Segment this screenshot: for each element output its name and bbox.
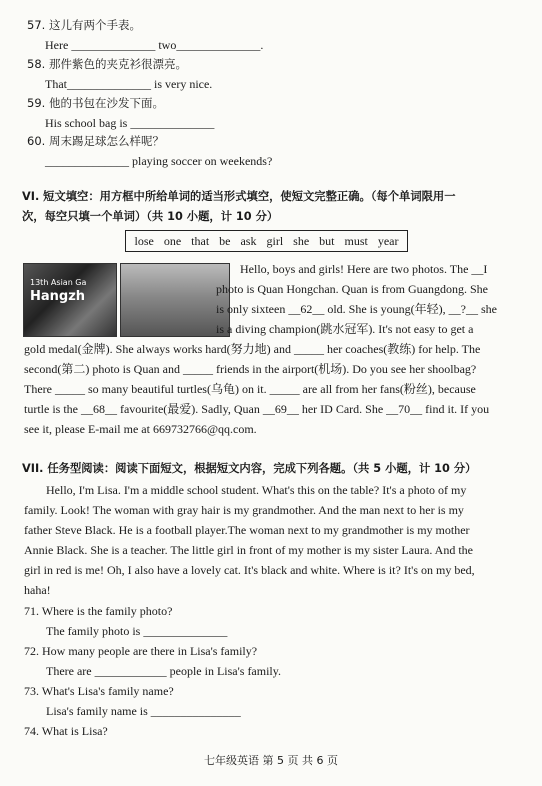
q73-question: 73. What's Lisa's family name? — [24, 684, 174, 698]
word-bank-item: that — [191, 233, 210, 248]
q57-chinese: 57. 这儿有两个手表。 — [27, 18, 141, 32]
passage6-line: Hello, boys and girls! Here are two photos. The __I — [240, 262, 488, 276]
q74-question: 74. What is Lisa? — [24, 724, 108, 738]
q60-chinese: 60. 周末踢足球怎么样呢？ — [27, 134, 164, 148]
passage6-line: see it, please E-mail me at 669732766@qq.com. — [24, 422, 257, 436]
passage6-line: is only sixteen __62__ old. She is young(年轻), __?__ she — [216, 302, 497, 316]
word-bank-item: but — [319, 233, 335, 248]
passage6-line: gold medal(金牌). She always works hard(努力地) and _____ her coaches(教练) for help. The — [24, 342, 481, 356]
passage6-line: photo is Quan Hongchan. Quan is from Guangdong. She — [216, 282, 488, 296]
passage7-line: Hello, I'm Lisa. I'm a middle school student. What's this on the table? It's a photo of my — [46, 483, 467, 497]
photo-caption-line1: 13th Asian Ga — [30, 278, 87, 287]
passage6-line: second(第二) photo is Quan and _____ friends in the airport(机场). Do you see her shoolbag? — [24, 362, 477, 376]
word-bank-item: she — [293, 233, 310, 248]
section6-title-line2: 次，每空只填一个单词）（共 10 小题，计 10 分） — [22, 210, 279, 223]
section6-title-line1: VI. 短文填空：用方框中所给单词的适当形式填空，使短文完整正确。（每个单词限用一 — [22, 190, 456, 203]
q72-answer-line: There are ____________ people in Lisa's family. — [46, 664, 281, 678]
word-bank-item: ask — [240, 233, 257, 248]
q59-english: His school bag is ______________ — [45, 116, 215, 130]
word-bank-item: be — [219, 233, 231, 248]
photo-quan-hongchan — [23, 263, 117, 337]
passage6-line: turtle is the __68__ favourite(最爱). Sadly, Quan __69__ her ID Card. She __70__ find it. If you — [24, 402, 490, 416]
photo-caption-line2: Hangzh — [30, 289, 86, 304]
word-bank-item: girl — [266, 233, 284, 248]
page-footer: 七年级英语 第 5 页 共 6 页 — [204, 754, 338, 767]
passage6-line: is a diving champion(跳水冠军). It's not easy to get a — [216, 322, 474, 336]
word-bank-item: year — [377, 233, 399, 248]
section7-title: VII. 任务型阅读：阅读下面短文，根据短文内容，完成下列各题。（共 5 小题，计 10 分） — [22, 462, 477, 475]
word-bank-box — [125, 230, 408, 252]
q58-chinese: 58. 那件紫色的夹克衫很漂亮。 — [27, 57, 187, 71]
q72-question: 72. How many people are there in Lisa's family? — [24, 644, 258, 658]
q71-question: 71. Where is the family photo? — [24, 604, 173, 618]
passage7-line: girl in red is me! Oh, I also have a lovely cat. It's black and white. Where is it? It's on my bed, — [24, 563, 475, 577]
q71-answer-line: The family photo is ______________ — [46, 624, 228, 638]
passage7-line: father Steve Black. He is a football player.The woman next to my grandmother is my mother — [24, 523, 470, 537]
q57-english: Here ______________ two______________. — [45, 38, 264, 52]
q73-answer-line: Lisa's family name is _______________ — [46, 704, 241, 718]
passage6-line: There _____ so many beautiful turtles(乌龟) on it. _____ are all from her fans(粉丝), because — [24, 382, 476, 396]
q59-chinese: 59. 他的书包在沙发下面。 — [27, 96, 164, 110]
passage7-line: Annie Black. She is a teacher. The little girl in front of my mother is my sister Laura. And the — [24, 543, 474, 557]
passage7-line: haha! — [24, 583, 51, 597]
passage7-line: family. Look! The woman with gray hair is my grandmother. And the man next to her is my — [24, 503, 464, 517]
word-bank-item: one — [163, 233, 182, 248]
q60-english: ______________ playing soccer on weekends? — [45, 154, 273, 168]
photo-quan-and-friends — [120, 263, 230, 337]
q58-english: That______________ is very nice. — [45, 77, 213, 91]
word-bank-item: must — [344, 233, 368, 248]
word-bank-item: lose — [134, 233, 154, 248]
